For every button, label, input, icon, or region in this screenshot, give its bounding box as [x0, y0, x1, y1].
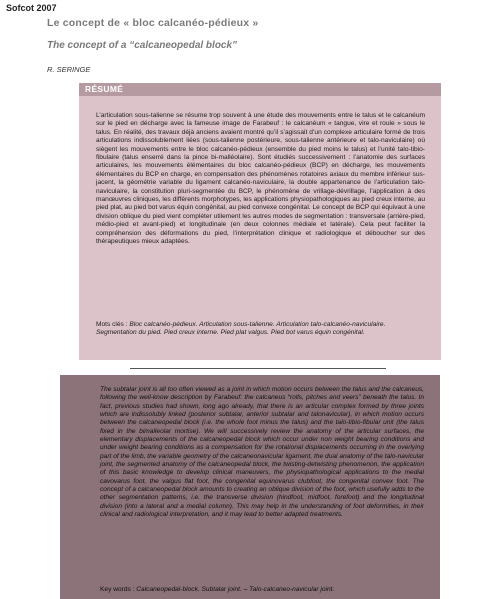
- journal-header: Sofcot 2007: [6, 3, 57, 13]
- abstract-keywords: [100, 586, 424, 594]
- article-title-english: The concept of a “calcaneopedal block”: [47, 40, 238, 51]
- abstract-body: The subtalar joint is all too often viewed as a joint in which motion occurs between the talus and the calcaneus, following the well-know description by Farabeuf: the calcaneus “rolls, pitches and veers” beneath the talus. In fact, previous studies had shown, long ago already, that there is an articular complex formed by three joints which are indissolubly linked (posterior subtalar, anterior subtalar and talonavicular), in which motion occurs between the calcaneopedal block (i.e. the whole foot minus the talus) and the talo-tibio-fibular unit (the talus fixed in the bimalleolar mortise). We will successively review the anatomy of the articular surfaces, the elementary displacements of the calcaneopedal block which occur under non weight bearing conditions and under weight bearing conditions as a compensation for the rotational displacements occurring in the overlying part of the limb, the variable geometry of the calcaneonavicular ligament, the dual anatomy of the talo-navicular joint, the segmented anatomy of the calcaneopedal block, the twisting-detwisting phenomenon, the application of this basic knowledge to develop clinical maneuvers, the physiopathological applications to the medial cavovarus foot, the valgus flat foot, the congenital equinovarus clubfoot, the congenital convex foot. The concept of a calcaneopedal block amounts to creating an oblique division of the foot, which usefully adds to the other segmentation patterns, i.e. the transverse division (hindfoot, midfoot, forefoot) and the longitudinal division (into a lateral and a medial column). This may help in the understanding of foot deformities, in their clinical and radiological interpretation, and it may lead to better adapted treatments.: [100, 386, 425, 519]
- abstract-keywords-list: Calcaneopedal-block. Subtalar joint. – Talo-calcaneo-navicular joint.: [136, 586, 335, 593]
- resume-keywords: [96, 321, 425, 338]
- resume-section: [79, 83, 441, 360]
- author-name: R. SERINGE: [47, 65, 91, 74]
- abstract-section: [60, 375, 440, 599]
- resume-heading: RÉSUMÉ: [85, 84, 124, 94]
- resume-heading-bar: [79, 83, 441, 96]
- abstract-keywords-label: Key words :: [100, 586, 137, 593]
- resume-body: L’articulation sous-talienne se résume trop souvent à une étude des mouvements entre le talus et le calcanéum sur le pied en décharge avec la fameuse image de Farabeuf : le calcanéum « tangue, vire et roule » sous le talus. En réalité, des travaux déjà anciens avaient montré qu’il s’agissait d’un complexe articulaire formé de trois articulations indissolublement liées (sous-talienne postérieure, sous-talienne antérieure et talo-naviculaire) où siègent les mouvements entre le bloc calcanéo-pédieux (ensemble du pied moins le talus) et l’unité talo-tibio-fibulaire (talus enserré dans la pince bi-malléolaire). Sont étudiés successivement : l’anatomie des surfaces articulaires, les mouvements élémentaires du bloc calcanéo-pédieux (BCP) en décharge, les mouvements élémentaires du BCP en charge, en compensation des phénomènes rotatoires axiaux du membre inférieur sus-jacent, la géométrie variable du ligament calcanéo-naviculaire, la double appartenance de l’articulation talo-naviculaire, la constitution pluri-segmentée du BCP, le phénomène de vrillage-dévrillage, l’application à des manœuvres cliniques, les différents morphotypes, les applications physiopathologiques au pied creux interne, au pied plat, au pied bot varus équin congénital, au pied convexe congénital. Le concept de BCP qui équivaut à une division oblique du pied vient compléter utilement les autres modes de segmentation : transversale (arrière-pied, médio-pied et avant-pied) et longitudinale (en deux colonnes médiale et latérale). Cela peut faciliter la compréhension des déformations du pied, l’interprétation clinique et radiologique et déboucher sur des thérapeutiques mieux adaptées.: [96, 112, 425, 246]
- resume-keywords-label: Mots clés :: [96, 321, 130, 328]
- article-title-french: Le concept de « bloc calcanéo-pédieux »: [47, 17, 259, 29]
- section-divider: [130, 368, 386, 369]
- resume-keywords-list: Bloc calcanéo-pédieux. Articulation sous-talienne. Articulation talo-calcanéo-naviculaire. Segmentation du pied. Pied creux interne. Pied plat valgus. Pied bot varus équin congénital.: [96, 321, 386, 337]
